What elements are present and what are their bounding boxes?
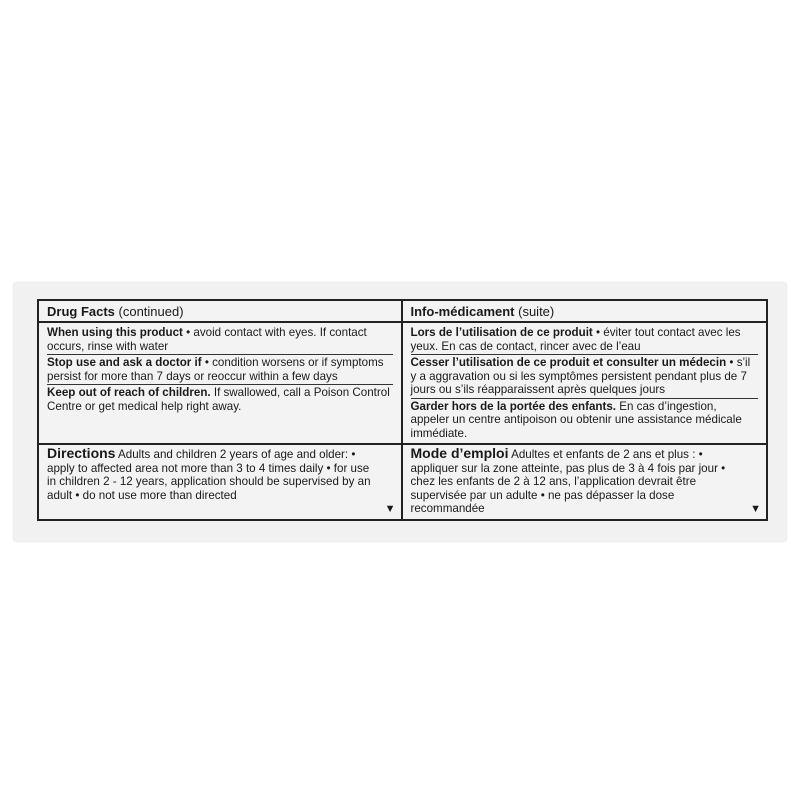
section-text: • condition worsens or if symptoms persist for more than 7 days or reoccur within a few days [47,356,384,383]
section-text: • éviter tout contact avec les yeux. En cas de contact, rincer avec de l’eau [410,326,741,353]
header-subtitle: (continued) [114,304,184,319]
section-text: If swallowed, call a Poison Control Centre or get medical help right away. [47,386,390,413]
english-header [39,301,403,323]
label-panel [14,283,786,541]
garder-hors-section [411,399,759,442]
keep-out-section [47,385,393,414]
directions-heading: Directions [47,445,116,461]
section-heading: Cesser l’utilisation de ce produit et consulter un médecin [410,356,727,369]
section-heading: Stop use and ask a doctor if [47,356,202,369]
section-heading: Keep out of reach of children. [47,386,211,399]
english-directions [39,445,403,519]
lors-utilisation-section [411,325,759,355]
directions-text: Adultes et enfants de 2 ans et plus : • appliquer sur la zone atteinte, pas plus de 3 à 4 fois par jour • chez les enfants de 2 à 12 ans, l’application devrait être supervisée par un adulte • ne pas dépasser la dose recommandée [410,448,726,515]
header-title: Info-médicament [410,304,515,319]
drug-facts-table [37,299,768,521]
directions-heading: Mode d’emploi [410,445,509,461]
english-warnings [39,323,403,445]
french-header [403,301,767,323]
section-text: En cas d’ingestion, appeler un centre antipoison ou obtenir une assistance médicale immédiate. [410,399,742,440]
directions-text: Adults and children 2 years of age and older: • apply to affected area not more than 3 to 4 times daily • for use in children 2 - 12 years, application should be supervised by an adult • do not use more than directed [47,448,371,502]
section-heading: Garder hors de la portée des enfants. [410,399,617,413]
french-directions [403,445,767,519]
french-warnings [403,323,767,445]
section-text: • s’il y a aggravation ou si les symptômes persistent pendant plus de 7 jours ou s’ils réapparaissent après quelques jours [410,356,751,396]
when-using-section [47,325,393,355]
stop-use-section [47,355,393,385]
cesser-utilisation-section [411,355,759,399]
section-text: • avoid contact with eyes. If contact occurs, rinse with water [47,326,367,353]
header-subtitle: (suite) [514,304,555,319]
triangle-down-icon: ▼ [384,502,396,515]
triangle-down-icon: ▼ [750,502,761,515]
header-title: Drug Facts [47,304,115,319]
section-heading: When using this product [47,326,183,339]
section-heading: Lors de l’utilisation de ce produit [410,326,593,339]
